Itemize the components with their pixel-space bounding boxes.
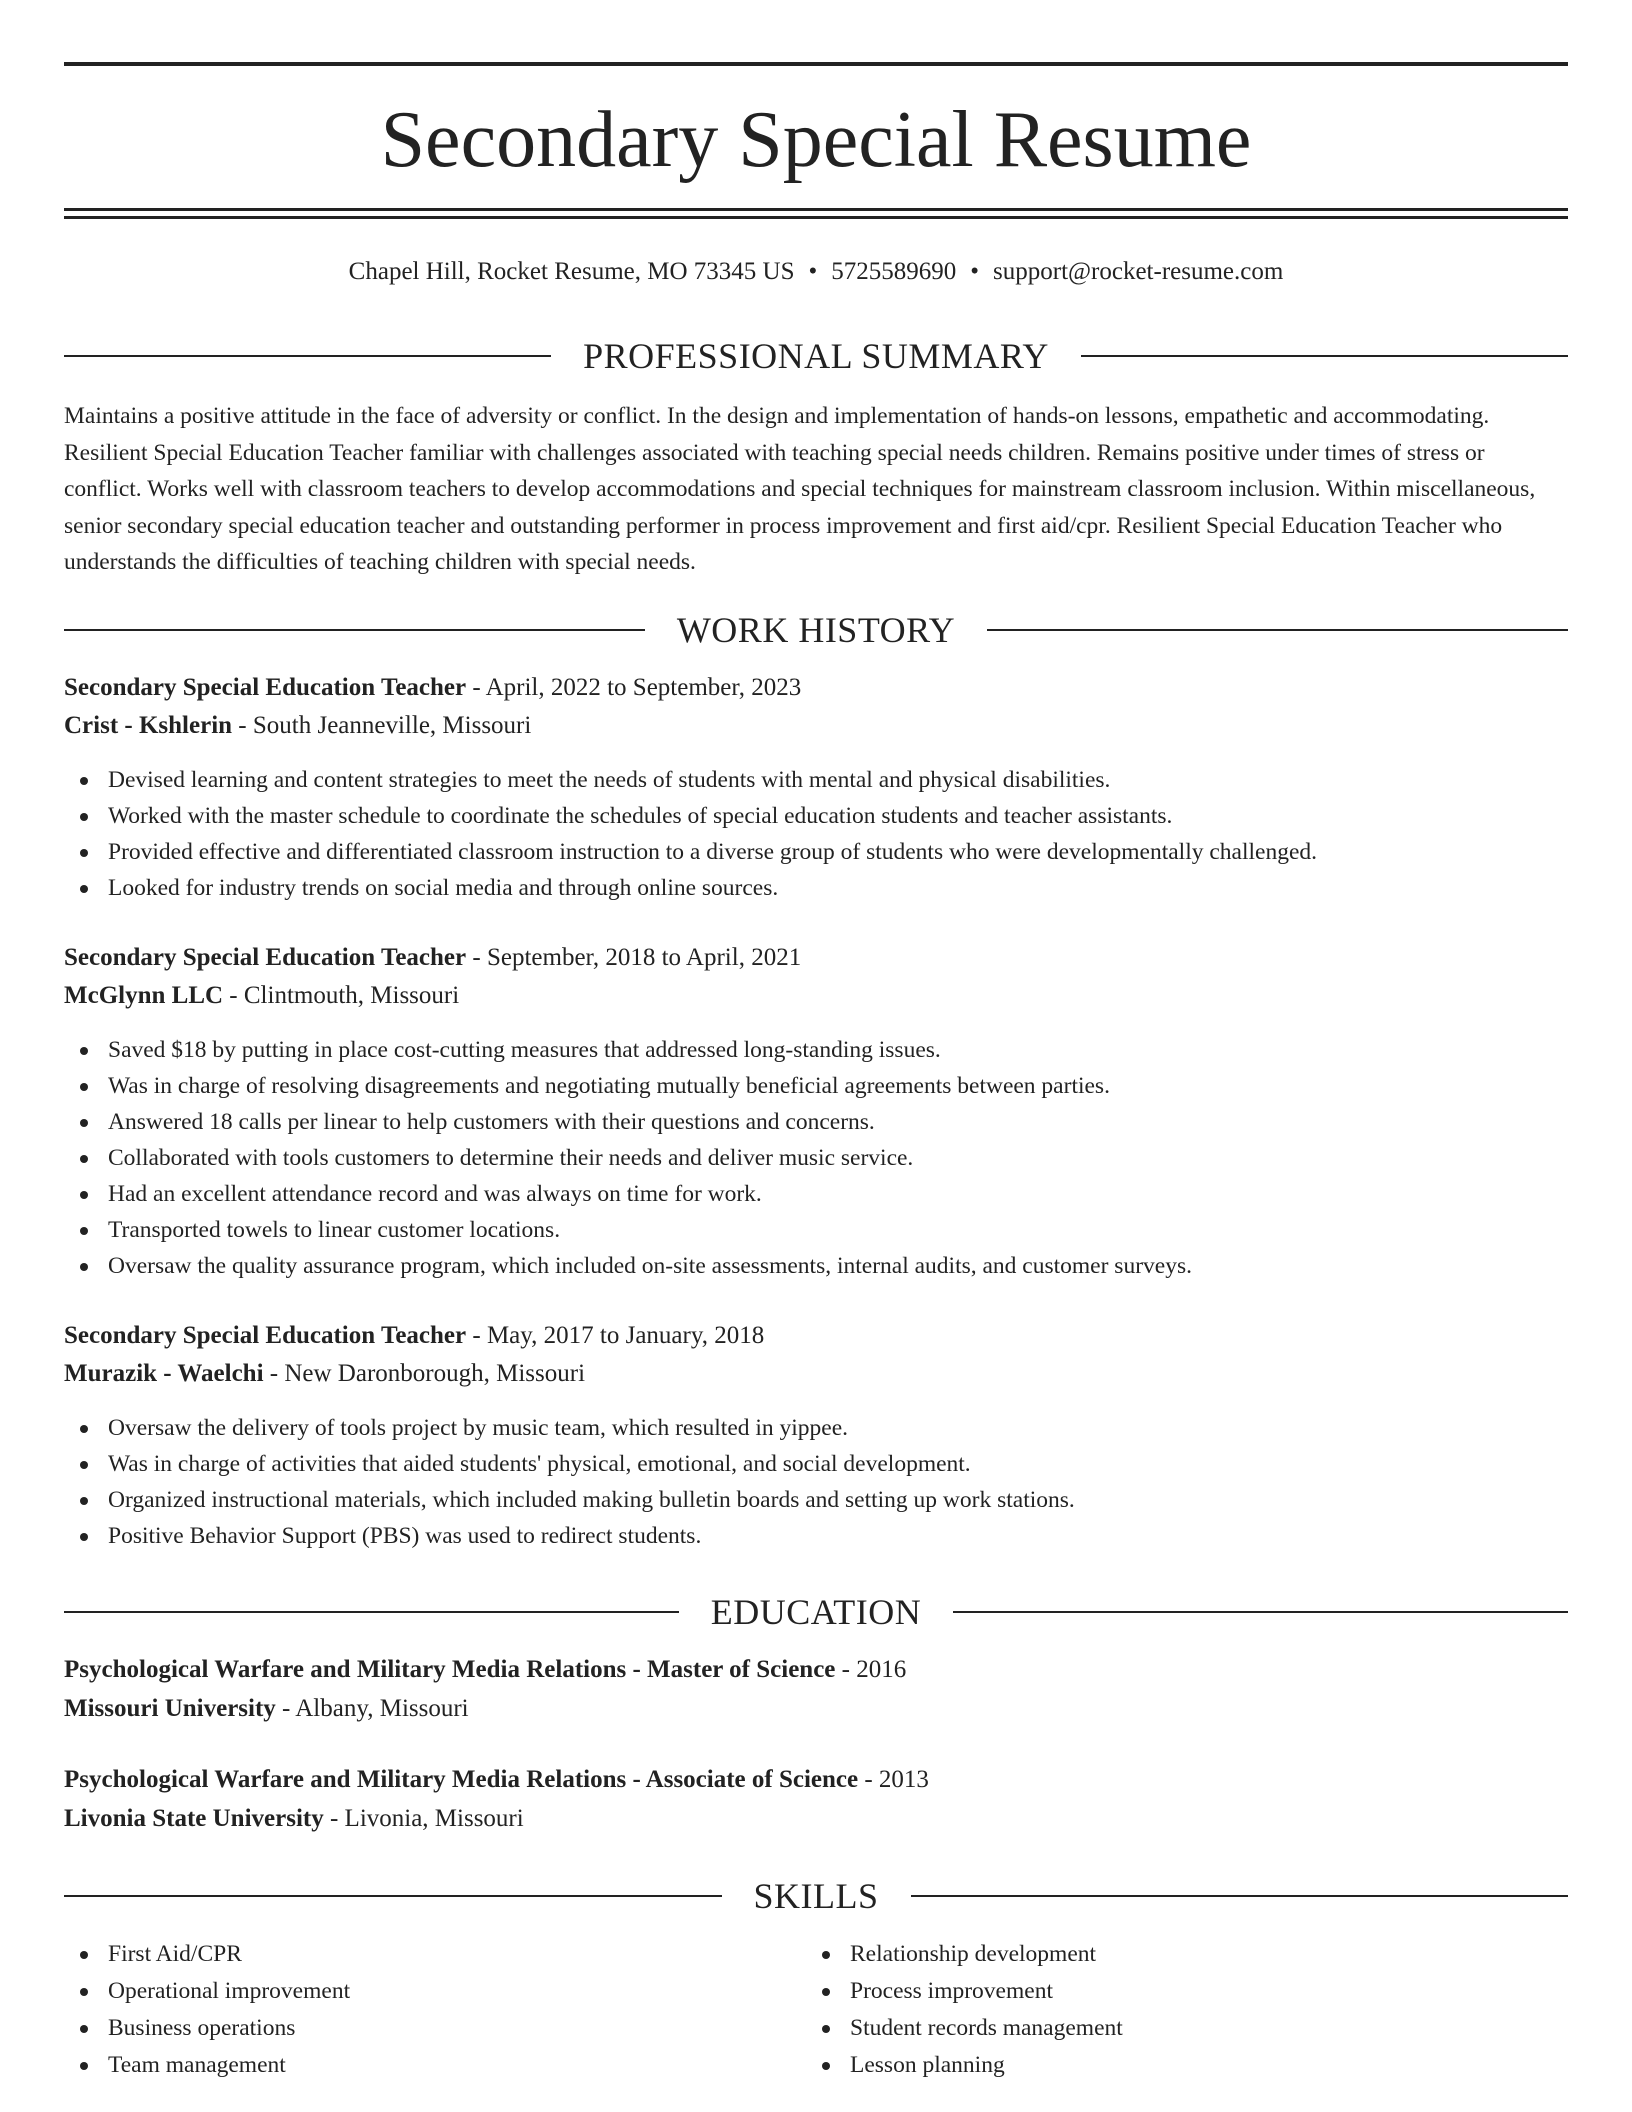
heading-rule [953,1611,1568,1613]
contact-email[interactable]: support@rocket-resume.com [993,258,1284,285]
header-top-rule [64,62,1568,66]
contact-phone: 5725589690 [831,258,957,285]
job-bullets [64,762,1568,906]
skill-item: Team management [64,2047,764,2084]
education-degree: Psychological Warfare and Military Media Relations - Associate of Science [64,1766,859,1793]
job-title-line [64,669,1568,707]
job-bullets [64,1032,1568,1284]
work-history-heading-label: WORK HISTORY [676,610,956,650]
skill-item: Lesson planning [806,2047,1506,2084]
summary-text: Maintains a positive attitude in the face of adversity or conflict. In the design and implementation of hands-on lessons, empathetic and accommodating. Resilient Special Education Teacher familiar with challenges associated with teaching special needs children. Remains positive under times of stress or conflict. Works well with classroom teachers to develop accommodations and special techniques for mainstream classroom inclusion. Within miscellaneous, senior secondary special education teacher and outstanding performer in process improvement and first aid/cpr. Resilient Special Education Teacher who understands the difficulties of teaching children with special needs. [64,403,1536,575]
list-item: Devised learning and content strategies to meet the needs of students with mental and physical disabilities. [64,762,1568,798]
summary-heading-label: PROFESSIONAL SUMMARY [583,336,1049,376]
job-location: - Clintmouth, Missouri [223,982,460,1009]
job-company-line [64,977,1568,1015]
heading-rule [911,1895,1569,1897]
heading-rule [64,355,551,357]
job-location: - South Jeanneville, Missouri [232,712,532,739]
job-company: Murazik - Waelchi [64,1360,264,1387]
education-school-line [64,1800,1568,1838]
education-heading-label: EDUCATION [710,1592,922,1632]
job-company: McGlynn LLC [64,982,224,1009]
education-year: - 2016 [835,1656,907,1683]
list-item: Looked for industry trends on social media and through online sources. [64,870,1568,906]
skill-item: Process improvement [806,1973,1506,2010]
skills-heading-label: SKILLS [753,1876,879,1916]
list-item: Worked with the master schedule to coordinate the schedules of special education students and teacher assistants. [64,798,1568,834]
job-company-line [64,707,1568,745]
education-location: - Livonia, Missouri [323,1805,524,1832]
education-degree-line [64,1761,1568,1799]
job-title-line [64,1317,1568,1355]
list-item: Saved $18 by putting in place cost-cutting measures that addressed long-standing issues. [64,1032,1568,1068]
education-school-line [64,1690,1568,1728]
skill-item: Business operations [64,2010,764,2047]
skills-list-left [64,1936,764,2084]
contact-separator: • [970,258,980,285]
education-heading [64,1587,1568,1637]
resume-title: Secondary Special Resume [380,96,1252,184]
list-item: Organized instructional materials, which included making bulletin boards and setting up work stations. [64,1482,1568,1518]
header-double-rule-lower [64,216,1568,219]
heading-rule [1081,355,1568,357]
job-dates: - September, 2018 to April, 2021 [466,944,802,971]
job-location: - New Daronborough, Missouri [263,1360,586,1387]
education-degree: Psychological Warfare and Military Media Relations - Master of Science [64,1656,836,1683]
heading-rule [64,629,645,631]
list-item: Was in charge of activities that aided students' physical, emotional, and social development. [64,1446,1568,1482]
education-degree-line [64,1651,1568,1689]
heading-rule [64,1611,679,1613]
job-dates: - May, 2017 to January, 2018 [466,1322,765,1349]
list-item: Had an excellent attendance record and was always on time for work. [64,1176,1568,1212]
education-school: Livonia State University [64,1805,324,1832]
work-history-heading [64,605,1568,655]
list-item: Was in charge of resolving disagreements and negotiating mutually beneficial agreements between parties. [64,1068,1568,1104]
job-company: Crist - Kshlerin [64,712,233,739]
contact-address: Chapel Hill, Rocket Resume, MO 73345 US [348,258,795,285]
job-title: Secondary Special Education Teacher [64,944,467,971]
job-title-line [64,939,1568,977]
job-dates: - April, 2022 to September, 2023 [466,674,802,701]
job-title: Secondary Special Education Teacher [64,674,467,701]
education-year: - 2013 [858,1766,929,1793]
summary-heading [64,331,1568,381]
contact-line [64,254,1568,290]
heading-rule [987,629,1568,631]
skills-heading [64,1871,1568,1921]
header-double-rule-upper [64,208,1568,211]
skill-item: Relationship development [806,1936,1506,1973]
list-item: Transported towels to linear customer locations. [64,1212,1568,1248]
education-location: - Albany, Missouri [275,1695,469,1722]
list-item: Oversaw the delivery of tools project by music team, which resulted in yippee. [64,1410,1568,1446]
education-school: Missouri University [64,1695,276,1722]
job-title: Secondary Special Education Teacher [64,1322,467,1349]
heading-rule [64,1895,722,1897]
skill-item: Operational improvement [64,1973,764,2010]
contact-separator: • [808,258,818,285]
list-item: Collaborated with tools customers to determine their needs and deliver music service. [64,1140,1568,1176]
skill-item: Student records management [806,2010,1506,2047]
job-bullets [64,1410,1568,1554]
list-item: Provided effective and differentiated classroom instruction to a diverse group of students who were developmentally challenged. [64,834,1568,870]
list-item: Positive Behavior Support (PBS) was used to redirect students. [64,1518,1568,1554]
list-item: Answered 18 calls per linear to help customers with their questions and concerns. [64,1104,1568,1140]
skills-list-right [806,1936,1506,2084]
list-item: Oversaw the quality assurance program, which included on-site assessments, internal audits, and customer surveys. [64,1248,1568,1284]
job-company-line [64,1355,1568,1393]
skill-item: First Aid/CPR [64,1936,764,1973]
